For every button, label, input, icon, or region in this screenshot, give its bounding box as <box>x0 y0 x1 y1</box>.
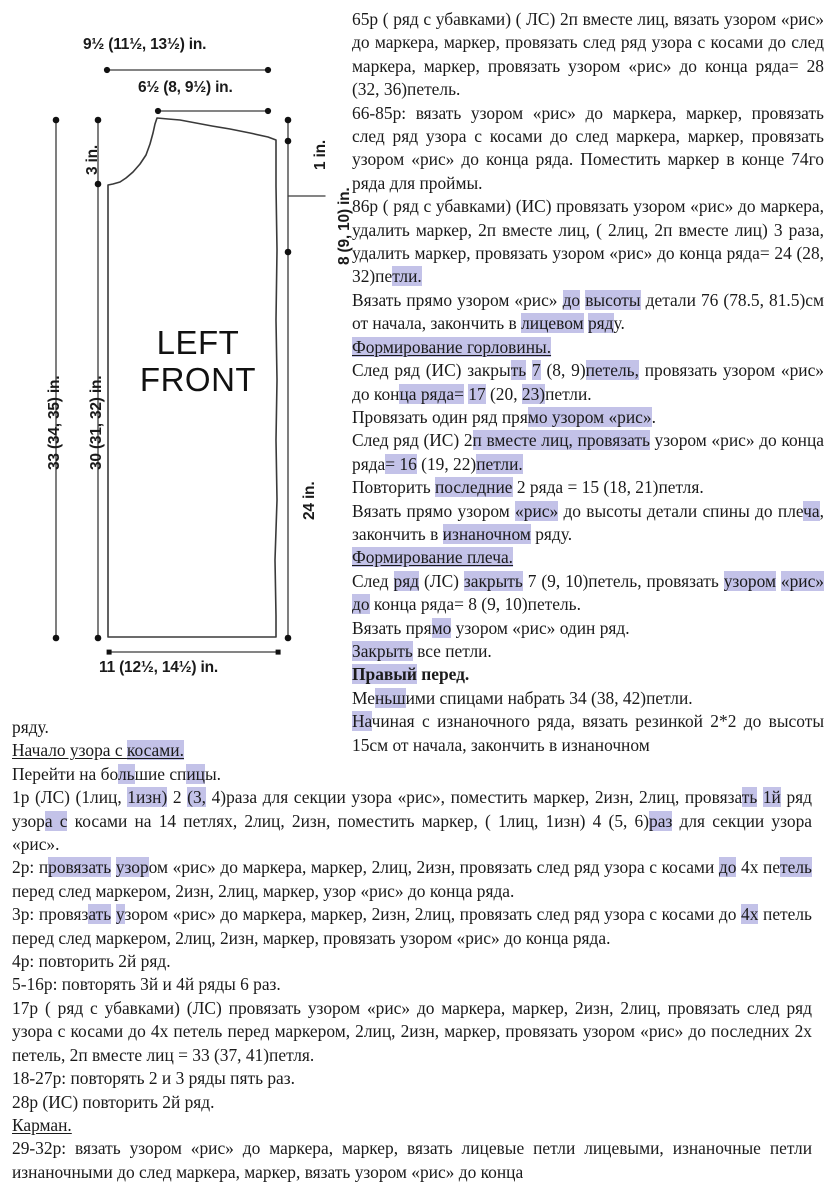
highlighted-text: = 16 <box>385 453 417 474</box>
text-run: чиная с изнаночного ряда, вязать резинкой 2*2 до высоты 15см от начала, закончить в изнаночном <box>352 711 824 755</box>
text-run: 2 <box>167 787 188 808</box>
garment-schematic-diagram <box>0 0 353 712</box>
text-run: перед след маркером, 2изн, 2лиц, маркер, узор «рис» до конца ряда. <box>12 880 515 901</box>
highlighted-text: Закрыть <box>352 640 413 661</box>
piece-label-line1: LEFT <box>156 324 240 361</box>
highlighted-text: п вместе лиц, провязать <box>472 430 650 451</box>
paragraph-neck-row-1 <box>352 359 824 406</box>
highlighted-text: ряд <box>587 313 614 334</box>
text-run: 4)раза для секции узора «рис», поместить маркер, 2изн, 2лиц, провяза <box>206 787 742 808</box>
highlighted-text: Правый <box>352 664 417 685</box>
text-run: Начало узора с <box>12 740 127 761</box>
paragraph-row-3 <box>12 903 812 950</box>
highlighted-text: 17 <box>468 383 486 404</box>
highlighted-text: (3, <box>187 787 206 808</box>
highlighted-text: ньш <box>374 687 406 708</box>
paragraph-rows-66-85 <box>352 102 824 196</box>
highlighted-text: ца ряда= <box>399 383 464 404</box>
paragraph-knit-to-height <box>352 289 824 336</box>
paragraph-switch-needles <box>12 763 812 786</box>
text-run: 28р (ИС) повторить 2й ряд. <box>12 1091 215 1112</box>
highlighted-text: высоты <box>585 289 641 310</box>
paragraph-rows-5-16 <box>12 973 812 996</box>
text-run: Перейти на бо <box>12 763 118 784</box>
highlighted-text: ль <box>117 763 135 784</box>
text-run: Ме <box>352 687 375 708</box>
highlighted-text: 1й <box>762 787 781 808</box>
paragraph-row-28 <box>12 1091 812 1114</box>
dim-total-height: 33 (34, 35) in. <box>46 375 63 470</box>
text-run: 29-32р: вязать узором «рис» до маркера, маркер, вязать лицевые петли лицевыми, изнаночные петли изнаночными до след маркера, маркер, вязать узором «рис» до конца <box>12 1138 812 1182</box>
dim-armhole-small: 1 in. <box>312 139 329 170</box>
highlighted-text: узор <box>115 857 149 878</box>
right-text-column <box>352 8 824 757</box>
highlighted-text: ча <box>803 500 820 521</box>
paragraph-row-17 <box>12 997 812 1067</box>
text-run: конца ряда= 8 (9, 10)петель. <box>369 594 581 615</box>
highlighted-text: до <box>352 594 370 615</box>
highlighted-text: «рис» <box>780 570 824 591</box>
paragraph-row-4 <box>12 950 812 973</box>
paragraph-shoulder-row-2 <box>352 617 824 640</box>
paragraph-bind-off-all <box>352 640 824 663</box>
highlighted-text: иц <box>186 763 205 784</box>
highlighted-text: Формирование плеча. <box>352 547 514 568</box>
text-run: 1р (ЛС) (1лиц, <box>12 787 128 808</box>
text-run: узором «рис» один ряд. <box>451 617 630 638</box>
highlighted-text: 23) <box>521 383 546 404</box>
paragraph-knit-to-shoulder <box>352 500 824 547</box>
text-run: След ряд (ИС) закры <box>352 360 511 381</box>
text-run: , закончить в <box>352 500 824 544</box>
highlighted-text: мо <box>431 617 452 638</box>
paragraph-row-2 <box>12 856 812 903</box>
highlighted-text: до <box>562 289 581 310</box>
text-run: 4х пе <box>736 857 781 878</box>
text-run: 65р ( ряд с убавками) ( ЛС) 2п вместе лиц, вязать узором «рис» до маркера, маркер, провязать след ряд узора с косами до след маркера, маркер, провязать узором «рис» до конца ряда= 28 (32, 36)петель. <box>352 9 824 100</box>
highlighted-text: раз <box>649 810 673 831</box>
text-run: провязать узором «рис» до кон <box>352 360 824 404</box>
paragraph-rows-18-27 <box>12 1067 812 1090</box>
highlighted-text: тель <box>780 857 812 878</box>
text-run: (20, <box>485 383 522 404</box>
text-run: (8, 9) <box>540 360 586 381</box>
highlighted-text: до <box>718 857 737 878</box>
paragraph-rows-29-32 <box>12 1137 812 1184</box>
highlighted-text: «рис» <box>515 500 559 521</box>
paragraph-heading-neckline <box>352 336 824 359</box>
text-run: 2 ряда = 15 (18, 21)петля. <box>512 477 704 498</box>
highlighted-text: узором <box>723 570 776 591</box>
text-run: (19, 22) <box>416 453 477 474</box>
full-width-text-section <box>12 716 812 1184</box>
text-run: шие сп <box>134 763 187 784</box>
text-run: ряд узор <box>12 787 813 831</box>
paragraph-ryadu <box>12 716 812 739</box>
text-run: 2р: п <box>12 857 49 878</box>
dim-bottom-width: 11 (12½, 14½) in. <box>99 659 218 676</box>
paragraph-row-65 <box>352 8 824 102</box>
highlighted-text: 1изн) <box>127 787 168 808</box>
highlighted-text: мо узором «рис» <box>527 406 652 427</box>
text-run: 7 (9, 10)петель, провязать <box>522 570 724 591</box>
highlighted-text: закрыть <box>463 570 523 591</box>
text-run: 66-85р: вязать узором «рис» до маркера, маркер, провязать след ряд узора с косами до след маркера, маркер, провязать узором «рис» до конца ряда. Поместить маркер в конце 74го ряда для проймы. <box>352 102 824 193</box>
text-run: детали 76 (78.5, 81.5)см от начала, закончить в <box>352 289 824 334</box>
paragraph-cast-on <box>352 687 824 710</box>
text-run: до высоты детали спины до пле <box>558 500 804 521</box>
text-run: 86р ( ряд с убавками) (ИС) провязать узором «рис» до маркера, удалить маркер, 2п вместе лиц, ( 2лиц, 2п вместе лиц) 3 раза, удалить маркер, провязать узором «рис» до конца ряда= 24 (28, 32)пе <box>352 196 824 287</box>
text-run: ряду. <box>530 523 573 544</box>
highlighted-text: ть <box>741 787 758 808</box>
highlighted-text: На <box>352 711 372 732</box>
paragraph-neck-row-3 <box>352 429 824 476</box>
text-run: узором «рис» до конца ряда <box>352 430 824 474</box>
text-run: . <box>651 406 656 427</box>
text-run: все петли. <box>412 640 492 661</box>
text-run: ряду. <box>12 717 49 737</box>
highlighted-text: ровязать <box>48 857 112 878</box>
piece-label-line2: FRONT <box>139 360 257 398</box>
highlighted-text: косами. <box>126 740 184 761</box>
text-run: Вязать прямо узором «рис» <box>352 289 563 310</box>
text-run: перед. <box>416 664 470 685</box>
paragraph-heading-cable-start <box>12 739 812 762</box>
text-run: Карман. <box>12 1114 72 1135</box>
highlighted-text: петель, <box>585 360 639 381</box>
text-run: След ряд (ИС) 2 <box>352 430 473 451</box>
text-run: зором «рис» до маркера, маркер, 2изн, 2лиц, провязать след ряд узора с косами до <box>124 904 742 925</box>
highlighted-text: 4х <box>741 904 759 925</box>
text-run: 4р: повторить 2й ряд. <box>12 951 171 972</box>
text-run: (ЛС) <box>419 570 464 591</box>
text-run: 5-16р: повторять 3й и 4й ряды 6 раз. <box>12 974 281 995</box>
dim-side-height: 24 in. <box>301 481 318 520</box>
paragraph-neck-row-4 <box>352 476 824 499</box>
highlighted-text: ать <box>88 904 112 925</box>
text-run: ы. <box>205 763 222 784</box>
paragraph-neck-row-2 <box>352 406 824 429</box>
text-run: Вязать пря <box>352 617 432 638</box>
highlighted-text: последние <box>434 477 513 498</box>
dim-neck-drop: 3 in. <box>84 144 101 175</box>
highlighted-text: а с <box>44 810 68 831</box>
text-run: для секции узора «рис». <box>12 810 812 855</box>
text-run: Повторить <box>352 477 435 498</box>
text-run: косами на 14 петлях, 2лиц, 2изн, поместить маркер, ( 1лиц, 1изн) 4 (5, 6) <box>67 810 650 831</box>
dim-shoulder-width: 6½ (8, 9½) in. <box>138 79 233 96</box>
text-run: 17р ( ряд с убавками) (ЛС) провязать узором «рис» до маркера, маркер, 2изн, 2лиц, провязать след ряд узора с косами до 4х петель перед маркером, 2лиц, 2изн, маркер, провязать узором «рис» до последних 2х петель, 2п вместе лиц = 33 (37, 41)петля. <box>12 997 812 1065</box>
paragraph-heading-pocket <box>12 1114 812 1137</box>
dim-top-width: 9½ (11½, 13½) in. <box>83 36 207 53</box>
highlighted-text: 7 <box>532 360 541 381</box>
paragraph-row-86 <box>352 195 824 289</box>
dim-body-height: 30 (31, 32) in. <box>88 375 105 470</box>
highlighted-text: ряд <box>393 570 420 591</box>
text-run: ими спицами набрать 34 (38, 42)петли. <box>405 687 693 708</box>
text-run: Вязать прямо узором <box>352 500 516 521</box>
highlighted-text: лицевом <box>521 313 584 334</box>
paragraph-shoulder-row-1 <box>352 570 824 617</box>
paragraph-heading-shoulder <box>352 546 824 569</box>
text-run: у. <box>613 313 625 334</box>
text-run: 18-27р: повторять 2 и 3 ряды пять раз. <box>12 1068 295 1089</box>
highlighted-text: петли. <box>476 453 523 474</box>
highlighted-text: ть <box>510 360 527 381</box>
text-run: ом «рис» до маркера, маркер, 2лиц, 2изн, провязать след ряд узора с косами <box>148 857 719 878</box>
text-run: петель перед след маркером, 2лиц, 2изн, маркер, провязать узором «рис» до конца ряда. <box>12 904 812 948</box>
paragraph-row-1 <box>12 786 812 856</box>
dim-armhole-depth: 8 (9, 10) in. <box>336 187 353 265</box>
text-run: След <box>352 570 394 591</box>
text-run: 3р: провяз <box>12 904 89 925</box>
highlighted-text: у <box>115 904 125 925</box>
text-run: петли. <box>545 383 592 404</box>
highlighted-text: изнаночном <box>442 523 531 544</box>
text-run: Провязать один ряд пря <box>352 406 528 427</box>
highlighted-text: Формирование горловины. <box>352 336 552 357</box>
paragraph-heading-right-front <box>352 663 824 686</box>
highlighted-text: тли. <box>392 266 422 287</box>
